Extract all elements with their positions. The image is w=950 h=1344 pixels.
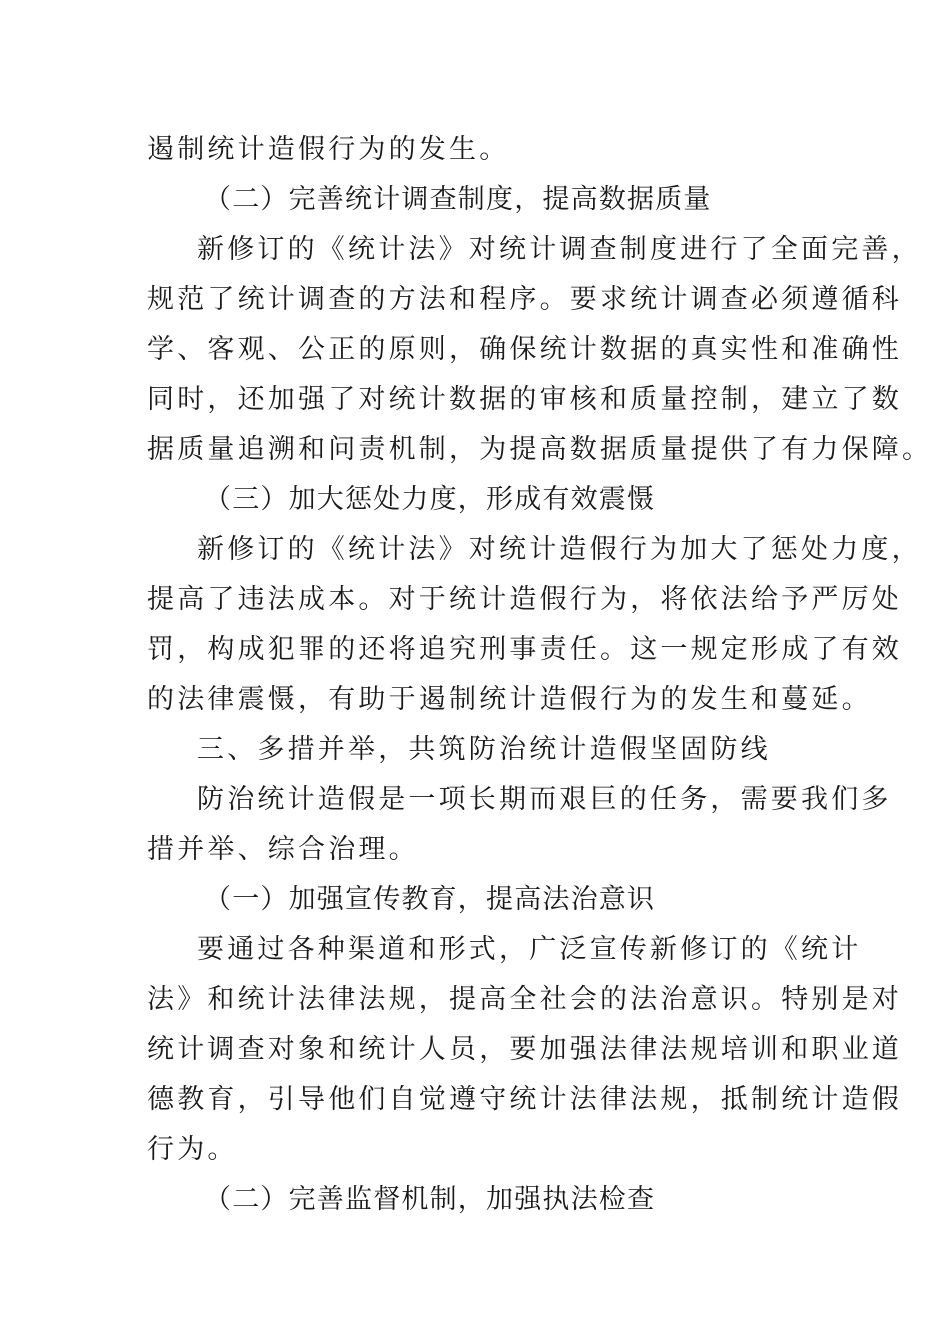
paragraph-line: 规范了统计调查的方法和程序。要求统计调查必须遵循科: [147, 284, 902, 315]
subsection-heading: （二）完善监督机制，加强执法检查: [204, 1184, 656, 1215]
paragraph-line: 的法律震慑，有助于遏制统计造假行为的发生和蔓延。: [147, 684, 872, 715]
paragraph-line: 学、客观、公正的原则，确保统计数据的真实性和准确性: [147, 334, 902, 365]
paragraph-line: 要通过各种渠道和形式，广泛宣传新修订的《统计: [197, 934, 862, 965]
subsection-heading: （一）加强宣传教育，提高法治意识: [204, 884, 656, 915]
paragraph-line: 德教育，引导他们自觉遵守统计法律法规，抵制统计造假: [147, 1084, 902, 1115]
subsection-heading: （二）完善统计调查制度，提高数据质量: [204, 184, 712, 215]
paragraph-line: 防治统计造假是一项长期而艰巨的任务，需要我们多: [197, 784, 892, 815]
paragraph-line: 同时，还加强了对统计数据的审核和质量控制，建立了数: [147, 384, 902, 415]
paragraph-line: 罚，构成犯罪的还将追究刑事责任。这一规定形成了有效: [147, 634, 902, 665]
subsection-heading: （三）加大惩处力度，形成有效震慑: [204, 484, 656, 515]
section-heading: 三、多措并举，共筑防治统计造假坚固防线: [197, 734, 771, 765]
paragraph-line: 统计调查对象和统计人员，要加强法律法规培训和职业道: [147, 1034, 902, 1065]
paragraph-line: 遏制统计造假行为的发生。: [147, 134, 510, 165]
paragraph-line: 措并举、综合治理。: [147, 834, 419, 865]
paragraph-line: 行为。: [147, 1134, 238, 1165]
paragraph-line: 法》和统计法律法规，提高全社会的法治意识。特别是对: [147, 984, 902, 1015]
paragraph-line: 据质量追溯和问责机制，为提高数据质量提供了有力保障。: [147, 434, 933, 465]
paragraph-line: 新修订的《统计法》对统计调查制度进行了全面完善，: [197, 234, 922, 265]
paragraph-line: 新修订的《统计法》对统计造假行为加大了惩处力度，: [197, 534, 922, 565]
paragraph-line: 提高了违法成本。对于统计造假行为，将依法给予严厉处: [147, 584, 902, 615]
